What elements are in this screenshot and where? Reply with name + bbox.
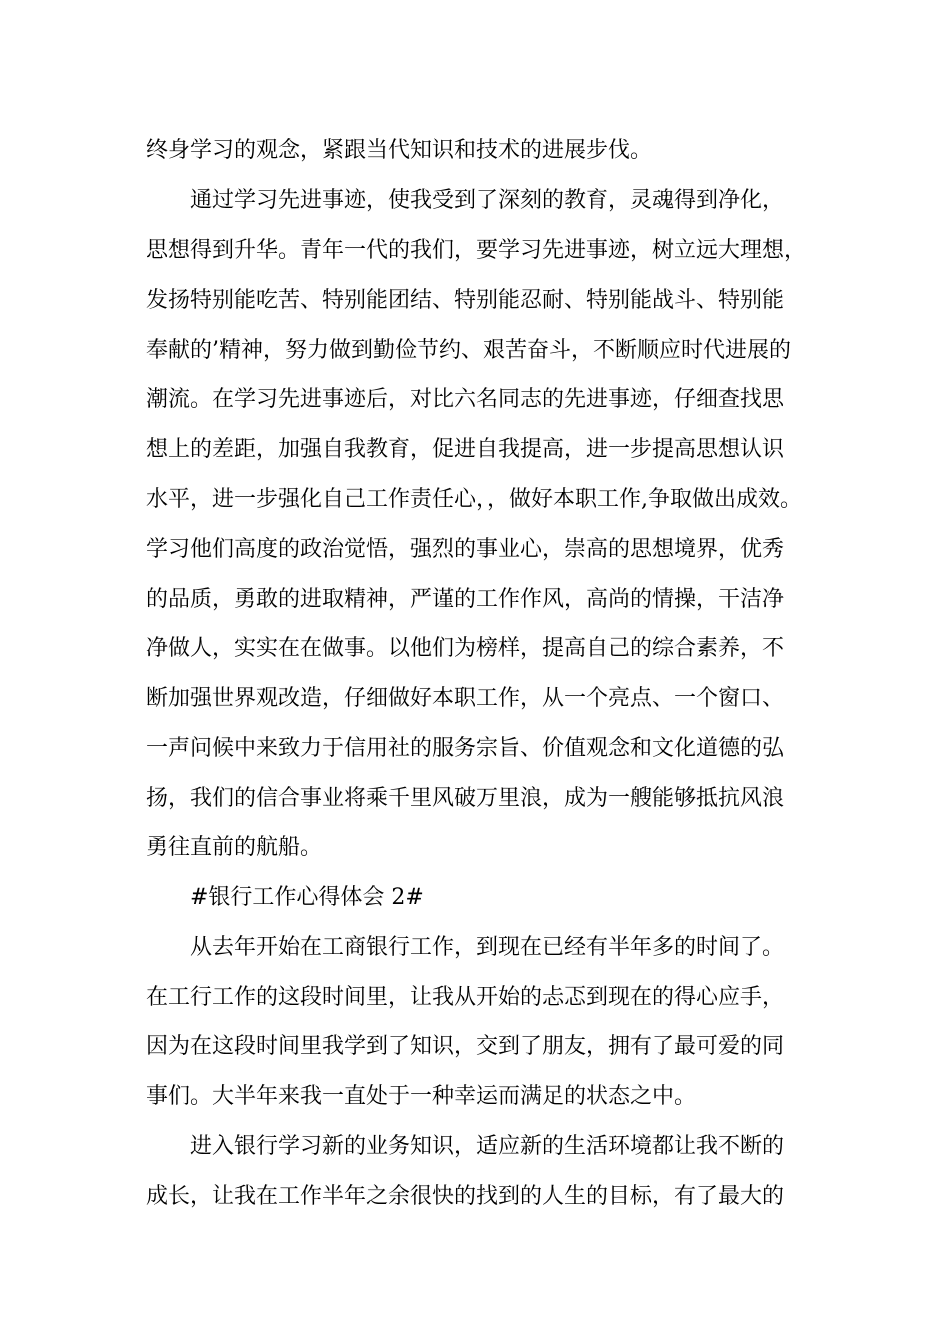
- text-line: 想上的差距，加强自我教育，促进自我提高，进一步提高思想认识: [146, 437, 785, 462]
- text-line: 一声问候中来致力于信用社的服务宗旨、价值观念和文化道德的弘: [146, 736, 785, 761]
- paragraph-first-line: 从去年开始在工商银行工作，到现在已经有半年多的时间了。: [190, 935, 785, 960]
- section-heading: #银行工作心得体会 2#: [190, 885, 424, 910]
- text-line: 学习他们高度的政治觉悟，强烈的事业心，崇高的思想境界，优秀: [146, 537, 785, 562]
- text-line: 思想得到升华。青年一代的我们，要学习先进事迹，树立远大理想，: [146, 238, 807, 263]
- text-line: 发扬特别能吃苦、特别能团结、特别能忍耐、特别能战斗、特别能: [146, 288, 785, 313]
- text-line: 的品质，勇敢的进取精神，严谨的工作作风，高尚的情操，干洁净: [146, 587, 785, 612]
- text-line: 成长，让我在工作半年之余很快的找到的人生的目标，有了最大的: [146, 1184, 785, 1209]
- text-line: 奉献的’精神，努力做到勤俭节约、艰苦奋斗，不断顺应时代进展的: [146, 338, 791, 363]
- text-line: 因为在这段时间里我学到了知识，交到了朋友，拥有了最可爱的同: [146, 1034, 785, 1059]
- text-line: 终身学习的观念，紧跟当代知识和技术的进展步伐。: [146, 138, 653, 163]
- text-line: 扬，我们的信合事业将乘千里风破万里浪，成为一艘能够抵抗风浪: [146, 786, 785, 811]
- text-line: 净做人，实实在在做事。以他们为榜样，提高自己的综合素养，不: [146, 636, 785, 661]
- paragraph-first-line: 通过学习先进事迹，使我受到了深刻的教育，灵魂得到净化，: [190, 188, 785, 213]
- text-line: 断加强世界观改造，仔细做好本职工作，从一个亮点、一个窗口、: [146, 686, 785, 711]
- text-line: 事们。大半年来我一直处于一种幸运而满足的状态之中。: [146, 1084, 697, 1109]
- text-line: 在工行工作的这段时间里，让我从开始的忐忑到现在的得心应手，: [146, 985, 785, 1010]
- text-line: 勇往直前的航船。: [146, 835, 323, 860]
- text-line: 潮流。在学习先进事迹后，对比六名同志的先进事迹，仔细查找思: [146, 387, 785, 412]
- text-line: 水平，进一步强化自己工作责任心，，做好本职工作,争取做出成效。: [146, 487, 802, 512]
- paragraph-first-line: 进入银行学习新的业务知识，适应新的生活环境都让我不断的: [190, 1134, 785, 1159]
